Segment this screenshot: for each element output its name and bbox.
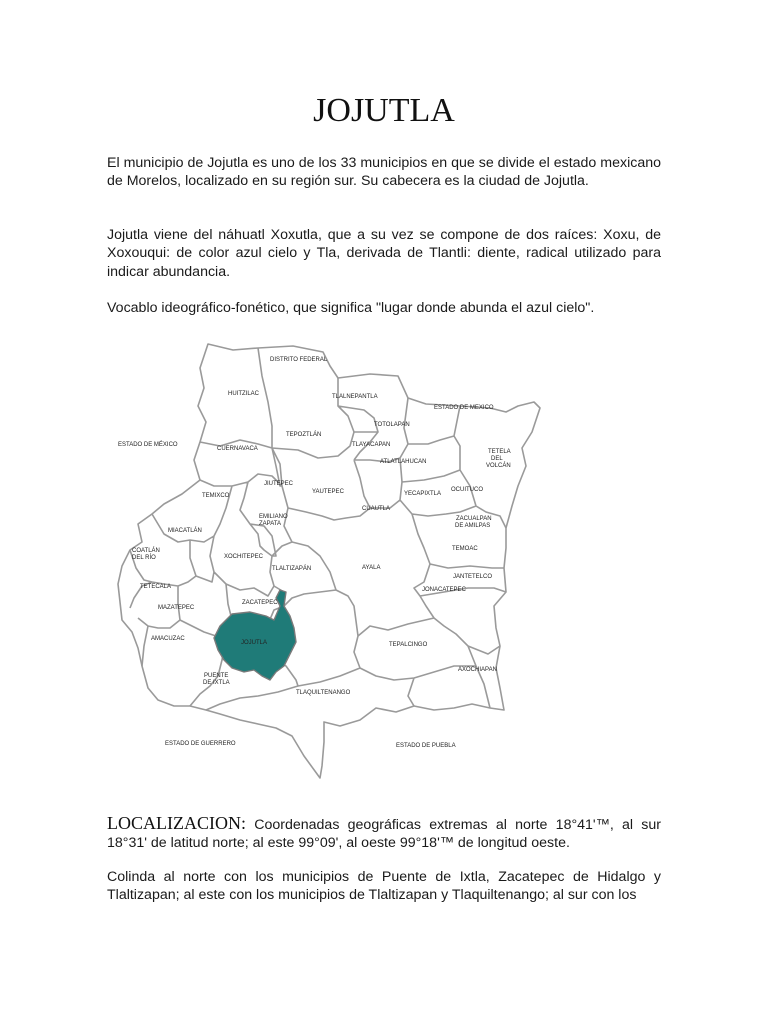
label-jonacatepec: JONACATEPEC	[422, 587, 466, 593]
label-huitzilac: HUITZILAC	[228, 391, 260, 397]
label-xochitepec: XOCHITEPEC	[224, 554, 264, 560]
morelos-map	[108, 336, 548, 781]
label-zacualpan-2: DE AMILPAS	[455, 523, 491, 529]
label-ayala: AYALA	[362, 565, 381, 571]
colinda-paragraph: Colinda al norte con los municipios de Puente de Ixtla, Zacatepec de Hidalgo y Tlaltizapan; al este con los municipios de Tlaltizapan y Tlaquiltenango; al sur con los	[107, 869, 661, 904]
label-puente-2: DE IXTLA	[203, 680, 230, 686]
label-estado-mexico-east: ESTADO DE MEXICO	[434, 405, 494, 411]
label-puente-1: PUENTE	[204, 673, 229, 679]
intro-paragraph: El municipio de Jojutla es uno de los 33 municipios en que se divide el estado mexicano de Morelos, localizado en su región sur. Su cabecera es la ciudad de Jojutla.	[107, 155, 661, 190]
map-svg	[108, 336, 548, 781]
label-coatlan-2: DEL RÍO	[132, 555, 156, 561]
label-temoac: TEMOAC	[452, 546, 478, 552]
label-tetela-3: VOLCÁN	[486, 463, 511, 469]
meaning-paragraph: Vocablo ideográfico-fonético, que significa "lugar donde abunda el azul cielo".	[107, 300, 595, 316]
localizacion-heading: LOCALIZACION:	[107, 813, 246, 833]
label-ocuituco: OCUITUCO	[451, 487, 483, 493]
label-zacatepec: ZACATEPEC	[242, 600, 278, 606]
label-axochiapan: AXOCHIAPAN	[458, 667, 497, 673]
label-amacuzac: AMACUZAC	[151, 636, 185, 642]
label-yecapixtla: YECAPIXTLA	[404, 491, 442, 497]
label-estado-guerrero: ESTADO DE GUERRERO	[165, 741, 236, 747]
label-yautepec: YAUTEPEC	[312, 489, 344, 495]
label-tlaquiltenango: TLAQUILTENANGO	[296, 690, 351, 696]
label-cuautla: CUAUTLA	[362, 506, 391, 512]
label-atlatlahucan: ATLATLAHUCAN	[380, 459, 427, 465]
label-tlalnepantla: TLALNEPANTLA	[332, 394, 378, 400]
label-coatlan-1: COATLÁN	[132, 548, 160, 554]
label-tlaltizapan: TLALTIZAPÁN	[272, 566, 312, 572]
label-miacatlan: MIACATLÁN	[168, 528, 202, 534]
label-jojutla: JOJUTLA	[241, 640, 268, 646]
label-tepalcingo: TEPALCINGO	[389, 642, 428, 648]
label-jiutepec: JIUTEPEC	[264, 481, 294, 487]
localizacion-paragraph	[107, 814, 661, 853]
label-zacualpan-1: ZACUALPAN	[456, 516, 492, 522]
label-tetela-2: DEL	[491, 456, 503, 462]
label-tepoztlan: TEPOZTLÁN	[286, 432, 322, 438]
label-estado-mexico-west: ESTADO DE MÉXICO	[118, 442, 178, 448]
localizacion-text: Coordenadas geográficas extremas al norte 18°41'™, al sur 18°31' de latitud norte; al este 99°09', al oeste 99°18'™ de longitud oeste.	[107, 817, 661, 852]
label-temixco: TEMIXCO	[202, 493, 230, 499]
label-estado-puebla: ESTADO DE PUEBLA	[396, 743, 456, 749]
label-emiliano-2: ZAPATA	[259, 521, 282, 527]
label-mazatepec: MAZATEPEC	[158, 605, 195, 611]
label-jantetelco: JANTETELCO	[453, 574, 493, 580]
label-distrito-federal: DISTRITO FEDERAL	[270, 357, 328, 363]
page-title: JOJUTLA	[313, 92, 455, 129]
label-tetecala: TETECALA	[140, 584, 172, 590]
etymology-paragraph: Jojutla viene del náhuatl Xoxutla, que a su vez se compone de dos raíces: Xoxu, de Xoxouqui: de color azul cielo y Tla, derivada de Tlantli: diente, radical utilizado para indicar abundancia.	[107, 227, 661, 280]
label-tetela-1: TETELA	[488, 449, 511, 455]
label-totolapan: TOTOLAPAN	[374, 422, 410, 428]
label-tlayacapan: TLAYACAPAN	[352, 442, 391, 448]
label-cuernavaca: CUERNAVACA	[217, 446, 258, 452]
label-emiliano-1: EMILIANO	[259, 514, 288, 520]
